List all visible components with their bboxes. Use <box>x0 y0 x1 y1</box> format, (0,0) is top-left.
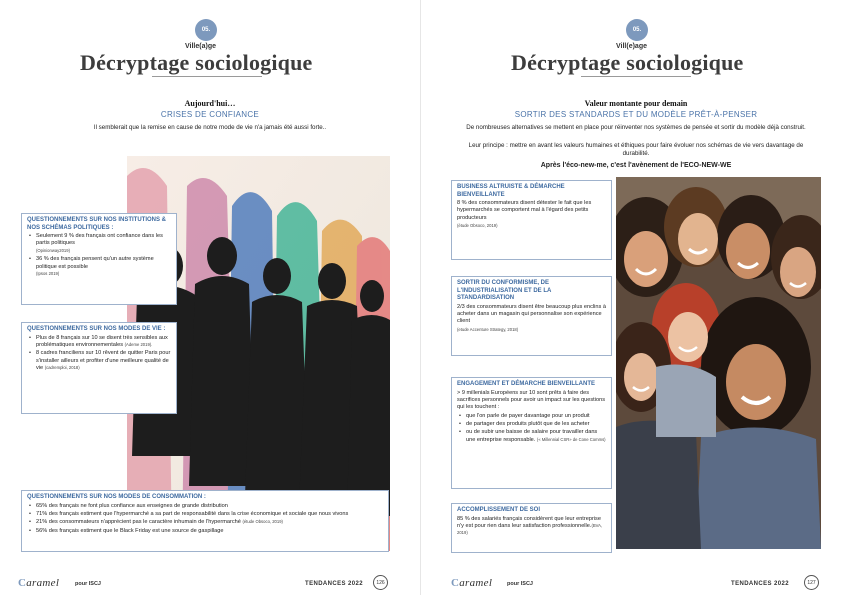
card-text: 2/3 des consommateurs disent être beaucoup plus enclins à acheter dans un magasin qui personnalise son expérience client <box>457 303 606 325</box>
logo-initial: C <box>451 577 460 589</box>
card-text-body: 85 % des salariés français considèrent que leur entreprise n'y est pour rien dans leur satisfaction professionnelle. <box>457 515 601 529</box>
list-item-text: que l'on parle de payer davantage pour un produit <box>466 412 590 419</box>
intro-text-2: Leur principe : mettre en avant les valeurs humaines et éthiques pour faire évoluer nos schémas de vie vers davantage de durabilité. <box>468 142 804 158</box>
page-title: Décryptage sociologique <box>80 50 313 75</box>
page-title: Décryptage sociologique <box>511 50 744 75</box>
card-accomplissement <box>451 503 612 553</box>
list-item <box>27 350 171 372</box>
source-citation: (Opinionway2019) <box>36 247 70 253</box>
card-heading: SORTIR DU CONFORMISME, DE L'INDUSTRIALISATION ET DE LA STANDARDISATION <box>457 280 552 301</box>
card-text: 8 % des consommateurs disent détester le fait que les hypermarchés se comportent mal à l'égard des petits producteurs <box>457 200 592 221</box>
card-business-altruiste <box>451 180 612 260</box>
right-footer <box>421 575 841 595</box>
list-item-text: 65% des français ne font plus confiance aux enseignes de grande distribution <box>36 502 228 509</box>
card-list <box>27 233 171 278</box>
list-item <box>457 429 606 444</box>
list-item <box>27 503 383 510</box>
source-citation: (cadremploi, 2018) <box>44 365 80 370</box>
list-item-text: 56% des français estiment que le Black Friday est une source de gaspillage <box>36 527 224 534</box>
card-modes-de-vie <box>21 322 177 414</box>
source-citation: (BVA, 2019) <box>457 522 603 536</box>
card-heading: QUESTIONNEMENTS SUR NOS MODES DE CONSOMMATION : <box>27 494 206 500</box>
subhead-label: Aujourd'hui… <box>184 99 236 108</box>
section-kicker: Vill(e)age <box>616 43 647 50</box>
footer-client: pour ISCJ <box>75 581 101 587</box>
logo-text: aramel <box>26 577 60 589</box>
subhead-title: SORTIR DES STANDARDS ET DU MODÈLE PRÊT-À-PENSER <box>514 110 758 119</box>
footer-client: pour ISCJ <box>507 581 533 587</box>
section-number-badge: 05. <box>626 19 648 41</box>
title-divider <box>152 76 262 77</box>
list-item-text: 21% des consommateurs n'apprécient pas le caractère inhumain de l'hypermarché <box>36 519 241 526</box>
intro-text: Il semblerait que la remise en cause de notre mode de vie n'a jamais été aussi forte.. <box>93 124 327 131</box>
source-citation: (Ipsos 2019) <box>36 270 60 276</box>
card-heading: QUESTIONNEMENTS SUR NOS INSTITUTIONS & NOS SCHÉMAS POLITIQUES : <box>27 217 167 231</box>
logo-initial: C <box>18 577 27 589</box>
list-item <box>27 335 171 350</box>
left-page <box>0 0 420 595</box>
card-list <box>27 335 171 373</box>
card-consommation <box>21 490 389 552</box>
card-list <box>27 503 383 536</box>
section-number-badge: 05. <box>195 19 217 41</box>
list-item-text: Plus de 8 français sur 10 se disent très sensibles aux problématiques environnementales <box>36 334 168 348</box>
right-page <box>421 0 841 595</box>
card-engagement <box>451 377 612 489</box>
list-item <box>27 519 383 526</box>
brand-logo <box>18 577 59 589</box>
logo-text: aramel <box>459 577 493 589</box>
source-citation: (etude Accenture Strategy, 2018) <box>457 326 519 332</box>
source-citation: (« Millennial CSR» de Cone Comms) <box>536 436 606 442</box>
list-item-text: 8 cadres franciliens sur 10 rêvent de quitter Paris pour s'installer ailleurs et profiter d'une meilleure qualité de vie <box>36 350 171 371</box>
section-kicker: Ville(a)ge <box>185 43 216 50</box>
subhead-title: CRISES DE CONFIANCE <box>160 110 260 119</box>
brand-logo <box>451 577 492 589</box>
list-item-text: 36 % des français pensent qu'un autre système politique est possible <box>36 256 154 270</box>
list-item-text: 71% des français estiment que l'hypermarché a sa part de responsabilité dans la crise économique et sociale que nous vivons <box>36 510 349 517</box>
card-heading: QUESTIONNEMENTS SUR NOS MODES DE VIE : <box>27 326 166 332</box>
card-conformisme <box>451 276 612 356</box>
list-item <box>27 528 383 535</box>
page-number: 127 <box>804 575 819 590</box>
card-text: > 9 millenials Européens sur 10 sont prêts à faire des sacrifices personnels pour avoir un impact sur les questions qui les touchent : <box>457 389 605 411</box>
list-item-text: ou de subir une baisse de salaire pour travailler dans une entreprise responsable. <box>466 429 598 443</box>
list-item-text: de partager des produits plutôt que de les acheter <box>466 421 590 427</box>
source-citation: (étude Obsoco, 2019) <box>457 223 498 229</box>
card-heading: ACCOMPLISSEMENT DE SOI <box>457 507 541 513</box>
list-item <box>457 413 606 420</box>
source-citation: (étude Obsoco, 2019) <box>242 519 283 525</box>
footer-label: TENDANCES 2022 <box>305 581 363 587</box>
page-number: 126 <box>373 575 388 590</box>
title-divider <box>581 76 691 77</box>
list-item <box>27 511 383 518</box>
left-footer <box>0 575 420 595</box>
subhead-label: Valeur montante pour demain <box>584 99 688 108</box>
intro-text-1: De nombreuses alternatives se mettent en place pour réinventer nos systèmes de pensée et sortir du modèle déjà construit. <box>466 124 806 131</box>
list-item <box>457 421 606 428</box>
card-heading: ENGAGEMENT ET DÉMARCHE BIENVEILLANTE <box>457 381 596 387</box>
list-item <box>27 256 171 278</box>
friends-group-photo <box>616 177 821 549</box>
card-institutions <box>21 213 177 305</box>
intro-text-3: Après l'éco-new-me, c'est l'avènement de l'ECO-NEW-WE <box>540 162 732 169</box>
source-citation: (Ademe 2019). <box>124 341 153 347</box>
footer-label: TENDANCES 2022 <box>731 581 789 587</box>
card-list <box>457 413 606 445</box>
card-text <box>457 516 606 538</box>
list-item <box>27 233 171 255</box>
card-heading: BUSINESS ALTRUISTE & DÉMARCHE BIENVEILLANTE <box>457 184 565 198</box>
friends-group-illustration <box>616 177 821 549</box>
list-item-text: Seulement 9 % des français ont confiance dans les partis politiques <box>36 233 163 247</box>
